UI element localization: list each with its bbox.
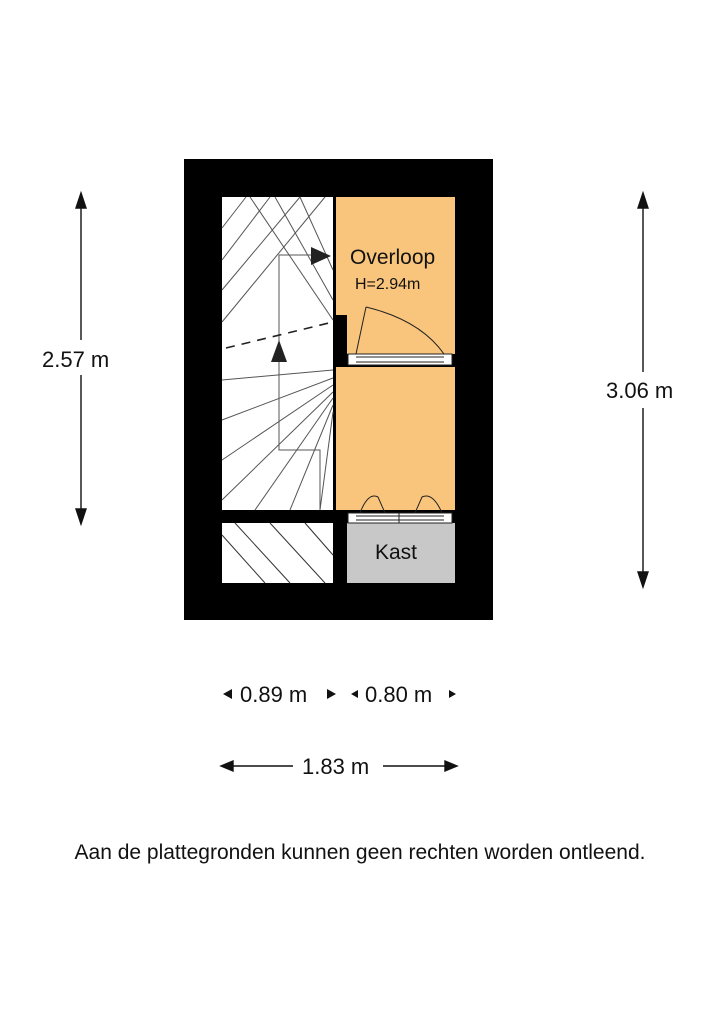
room-name-kast: Kast: [375, 541, 418, 564]
dim-left-label: 2.57 m: [42, 347, 110, 372]
dim-total-label: 1.83 m: [302, 754, 370, 779]
room-name-overloop: Overloop: [350, 246, 436, 269]
wall-stub: [333, 315, 347, 360]
dim-right-label: 3.06 m: [606, 378, 674, 403]
room-hall: [336, 367, 455, 513]
room-height-overloop: H=2.94m: [355, 276, 421, 293]
dim-width-right-label: 0.80 m: [365, 682, 433, 707]
disclaimer-text: Aan de plattegronden kunnen geen rechten worden ontleend.: [74, 841, 646, 864]
dim-width-left-label: 0.89 m: [240, 682, 308, 707]
